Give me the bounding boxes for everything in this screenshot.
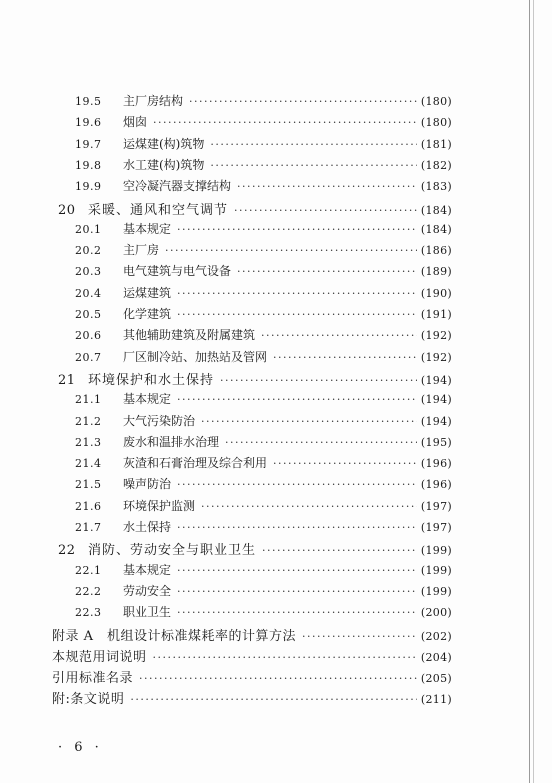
toc-entry-title: 附录 A 机组设计标准煤耗率的计算方法 bbox=[52, 628, 297, 644]
toc-entry-number: 21.6 bbox=[75, 499, 102, 513]
toc-entry-title: 采暖、通风和空气调节 bbox=[88, 202, 229, 218]
toc-dot-leader bbox=[130, 693, 417, 706]
toc-entry-number: 19.6 bbox=[75, 116, 102, 130]
toc-entry-page: (186) bbox=[420, 244, 452, 258]
toc-dot-leader bbox=[237, 180, 417, 193]
toc-chapter-row bbox=[58, 369, 452, 391]
toc-section-row bbox=[75, 177, 452, 199]
toc-dot-leader bbox=[234, 204, 417, 217]
toc-entry-title: 烟囱 bbox=[123, 115, 148, 130]
toc-entry-number: 20.4 bbox=[75, 286, 102, 300]
toc-entry-page: (189) bbox=[420, 265, 452, 279]
toc-section-row bbox=[75, 284, 452, 306]
toc-entry-title: 废水和温排水治理 bbox=[123, 434, 220, 449]
toc-entry-title: 其他辅助建筑及附属建筑 bbox=[123, 328, 256, 343]
toc-entry-page: (199) bbox=[420, 563, 452, 577]
toc-dot-leader bbox=[177, 393, 417, 406]
toc-dot-leader bbox=[177, 287, 417, 300]
toc-entry-number: 19.7 bbox=[75, 137, 102, 151]
toc-dot-leader bbox=[210, 159, 417, 172]
toc-entry-page: (202) bbox=[420, 629, 452, 643]
toc-dot-leader bbox=[220, 374, 417, 387]
toc-section-row bbox=[75, 156, 452, 178]
toc-entry-title: 基本规定 bbox=[123, 392, 172, 407]
toc-entry-number: 20 bbox=[58, 202, 76, 218]
toc-entry-title: 消防、劳动安全与职业卫生 bbox=[88, 543, 257, 559]
toc-entry-page: (184) bbox=[420, 222, 452, 236]
toc-entry-number: 20.2 bbox=[75, 244, 102, 258]
toc-entry-number: 21.4 bbox=[75, 457, 102, 471]
toc-entry-title: 主厂房结构 bbox=[123, 94, 184, 108]
toc-entry-number: 22 bbox=[58, 543, 76, 559]
toc-appendix-row bbox=[52, 667, 452, 689]
toc-entry-page: (196) bbox=[420, 478, 452, 492]
toc-entry-number: 20.7 bbox=[75, 350, 102, 364]
toc-entry-number: 22.1 bbox=[75, 563, 102, 577]
toc-entry-page: (197) bbox=[420, 499, 452, 513]
toc-entry-number: 21.3 bbox=[75, 435, 102, 449]
toc-section-row bbox=[75, 220, 452, 242]
toc-section-row bbox=[75, 390, 452, 412]
toc-entry-page: (199) bbox=[420, 584, 452, 598]
toc-entry-page: (195) bbox=[420, 435, 452, 449]
toc-dot-leader bbox=[237, 265, 417, 278]
toc-entry-page: (197) bbox=[420, 521, 452, 534]
toc-entry-number: 21 bbox=[58, 372, 76, 388]
toc-entry-title: 基本规定 bbox=[123, 221, 172, 236]
toc-entry-number: 19.5 bbox=[75, 95, 102, 108]
toc-dot-leader bbox=[201, 500, 417, 513]
toc-dot-leader bbox=[153, 651, 417, 664]
toc-entry-number: 22.2 bbox=[75, 584, 102, 598]
toc-section-row bbox=[75, 454, 452, 476]
toc-entry-number: 21.2 bbox=[75, 414, 102, 428]
toc-entry-title: 运煤建(构)筑物 bbox=[123, 136, 205, 151]
toc-section-row bbox=[75, 348, 452, 370]
toc-dot-leader bbox=[273, 457, 417, 470]
toc-entry-title: 灰渣和石膏治理及综合利用 bbox=[123, 456, 268, 471]
toc-entry-number: 21.7 bbox=[75, 521, 102, 534]
toc-entry-title: 基本规定 bbox=[123, 562, 172, 577]
toc-dot-leader bbox=[177, 223, 417, 236]
toc-dot-leader bbox=[177, 478, 417, 491]
toc-entry-number: 19.8 bbox=[75, 158, 102, 172]
toc-entry-title: 环境保护和水土保持 bbox=[88, 372, 215, 388]
toc-appendix-row bbox=[52, 646, 452, 668]
toc-entry-title: 化学建筑 bbox=[123, 307, 172, 321]
toc-entry-title: 厂区制冷站、加热站及管网 bbox=[123, 349, 268, 364]
toc-entry-page: (194) bbox=[420, 373, 452, 387]
toc-section-row bbox=[75, 475, 452, 497]
toc-section-row bbox=[75, 262, 452, 284]
toc-dot-leader bbox=[225, 436, 417, 449]
toc-chapter-row bbox=[58, 199, 452, 221]
page-edge-line-outer bbox=[533, 0, 534, 783]
page-number: · 6 · bbox=[58, 740, 103, 755]
toc-entry-page: (199) bbox=[420, 544, 452, 558]
toc-entry-page: (181) bbox=[420, 137, 452, 151]
toc-entry-title: 空冷凝汽器支撑结构 bbox=[123, 179, 232, 194]
toc-entry-page: (196) bbox=[420, 457, 452, 471]
toc-entry-page: (200) bbox=[420, 606, 452, 620]
toc-dot-leader bbox=[177, 308, 417, 321]
toc-dot-leader bbox=[165, 244, 417, 257]
toc-entry-number: 20.1 bbox=[75, 222, 102, 236]
toc-appendix-row bbox=[52, 688, 452, 710]
toc-entry-title: 噪声防治 bbox=[123, 477, 172, 492]
toc-entry-title: 主厂房 bbox=[123, 243, 160, 258]
toc-entry-page: (190) bbox=[420, 286, 452, 300]
toc-entry-page: (194) bbox=[420, 414, 452, 428]
toc-entry-title: 职业卫生 bbox=[123, 605, 172, 620]
toc-section-row bbox=[75, 433, 452, 455]
toc-dot-leader bbox=[139, 672, 417, 685]
toc-entry-page: (191) bbox=[420, 308, 452, 321]
toc-entry-page: (184) bbox=[420, 203, 452, 217]
toc-dot-leader bbox=[302, 630, 417, 643]
toc-section-row bbox=[75, 92, 452, 114]
toc-section-row bbox=[75, 603, 452, 625]
toc-dot-leader bbox=[201, 415, 417, 428]
toc-entry-page: (180) bbox=[420, 116, 452, 130]
toc-section-row bbox=[75, 497, 452, 519]
toc-entry-page: (180) bbox=[420, 95, 452, 108]
toc-entry-title: 水土保持 bbox=[123, 520, 172, 534]
toc-entry-title: 引用标准名录 bbox=[52, 671, 134, 687]
toc-appendix-row bbox=[52, 625, 452, 647]
toc-section-row bbox=[75, 412, 452, 434]
toc-entry-title: 水工建(构)筑物 bbox=[123, 157, 205, 172]
toc-entry-page: (194) bbox=[420, 393, 452, 407]
toc-dot-leader bbox=[177, 521, 417, 534]
toc-dot-leader bbox=[273, 351, 417, 364]
toc-section-row bbox=[75, 241, 452, 263]
toc-entry-title: 运煤建筑 bbox=[123, 285, 172, 300]
toc-section-row bbox=[75, 582, 452, 604]
toc-entry-title: 大气污染防治 bbox=[123, 413, 196, 428]
toc-entry-title: 本规范用词说明 bbox=[52, 649, 147, 665]
toc-entry-number: 21.1 bbox=[75, 393, 102, 407]
toc-entry-page: (211) bbox=[420, 693, 452, 707]
toc-dot-leader bbox=[189, 95, 417, 108]
toc-entry-title: 劳动安全 bbox=[123, 583, 172, 598]
toc-entry-page: (182) bbox=[420, 158, 452, 172]
toc-entry-page: (192) bbox=[420, 350, 452, 364]
toc-entry-number: 22.3 bbox=[75, 606, 102, 620]
toc-entry-number: 20.3 bbox=[75, 265, 102, 279]
toc-section-row bbox=[75, 135, 452, 157]
toc-entry-page: (204) bbox=[420, 650, 452, 664]
toc-entry-title: 环境保护监测 bbox=[123, 498, 196, 513]
toc-entry-page: (205) bbox=[420, 672, 452, 686]
toc-entry-number: 21.5 bbox=[75, 478, 102, 492]
toc-section-row bbox=[75, 518, 452, 540]
toc-dot-leader bbox=[153, 116, 417, 129]
toc-entry-number: 20.6 bbox=[75, 329, 102, 343]
toc-dot-leader bbox=[177, 564, 417, 577]
toc-section-row bbox=[75, 113, 452, 135]
toc-entry-number: 19.9 bbox=[75, 180, 102, 194]
toc-dot-leader bbox=[210, 138, 417, 151]
toc-entry-number: 20.5 bbox=[75, 308, 102, 321]
toc-entry-title: 电气建筑与电气设备 bbox=[123, 264, 232, 279]
page-edge-line bbox=[529, 0, 530, 783]
toc-section-row bbox=[75, 326, 452, 348]
toc-entry-page: (183) bbox=[420, 180, 452, 194]
toc-dot-leader bbox=[262, 544, 417, 557]
toc-section-row bbox=[75, 305, 452, 327]
toc-section-row bbox=[75, 561, 452, 583]
toc-dot-leader bbox=[177, 606, 417, 619]
toc-dot-leader bbox=[177, 585, 417, 598]
toc-entry-page: (192) bbox=[420, 329, 452, 343]
toc-entry-title: 附:条文说明 bbox=[52, 692, 125, 708]
toc-dot-leader bbox=[261, 329, 417, 342]
toc-chapter-row bbox=[58, 539, 452, 561]
